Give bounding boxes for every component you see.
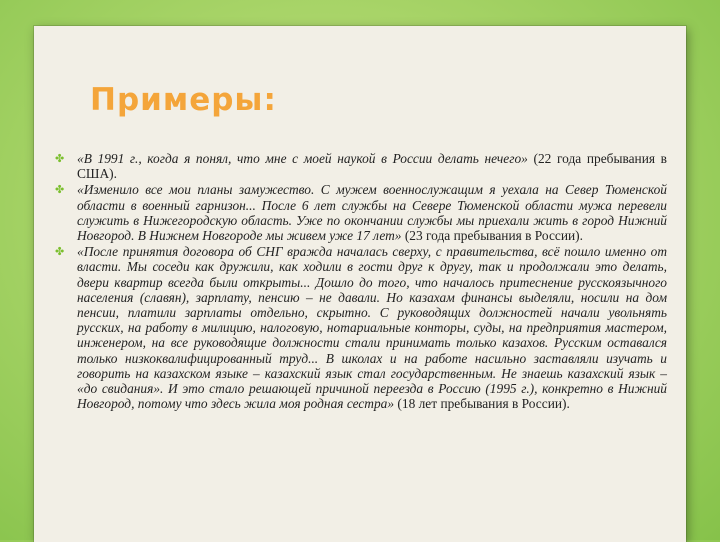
list-item — [55, 151, 667, 181]
slide-title: Примеры: — [90, 82, 277, 118]
list-item — [55, 182, 667, 243]
list-item — [55, 244, 667, 411]
quote-text: «После принятия договора об СНГ вражда началась сверху, с правительства, всё пошло именно от власти. Мы соседи как дружили, как ходили в гости друг к другу, так и продолжали это делать, двери квартир всегда были открыты... Дошло до того, что началось притеснение русскоязычного населения (славян), зарплату, пенсию – не давали. Но казахам финансы выделяли, носили на дом пенсии, платили зарплаты отдельно, скрытно. С руководящих должностей начали увольнять русских, на работу в милицию, налоговую, нотариальные конторы, суды, на предприятия мастером, инженером, на все руководящие должности стали принимать только казахов. Русским оставался только низкоквалифицированный труд... В школах и на работе насильно заставляли изучать и говорить на казахском языке – казахский язык стал государственным. Не знаешь казахский язык – «до свидания». И это стало решающей причиной переезда в Россию (1995 г.), конкретно в Нижний Новгород, потому что здесь жила моя родная сестра» — [77, 244, 667, 412]
quote-text: «Изменило все мои планы замужество. С мужем военнослужащим я уехала на Север Тюменской области в военный гарнизон... После 6 лет службы на Севере Тюменской области мужа перевели служить в Нижегородскую область. Уже по окончании службы мы приехали жить в город Нижний Новгород. В Нижнем Новгороде мы живем уже 17 лет» — [77, 182, 667, 244]
quatrefoil-bullet-icon: ✤ — [55, 245, 65, 259]
bullet-list — [55, 151, 667, 412]
quatrefoil-bullet-icon: ✤ — [55, 183, 65, 197]
quote-text: «В 1991 г., когда я понял, что мне с моей наукой в России делать нечего» — [77, 151, 528, 166]
quatrefoil-bullet-icon: ✤ — [55, 152, 65, 165]
stay-note: (23 года пребывания в России). — [401, 228, 583, 244]
stay-note: (22 года пребывания в США). — [77, 151, 667, 182]
stay-note: (18 лет пребывания в России). — [394, 396, 570, 412]
